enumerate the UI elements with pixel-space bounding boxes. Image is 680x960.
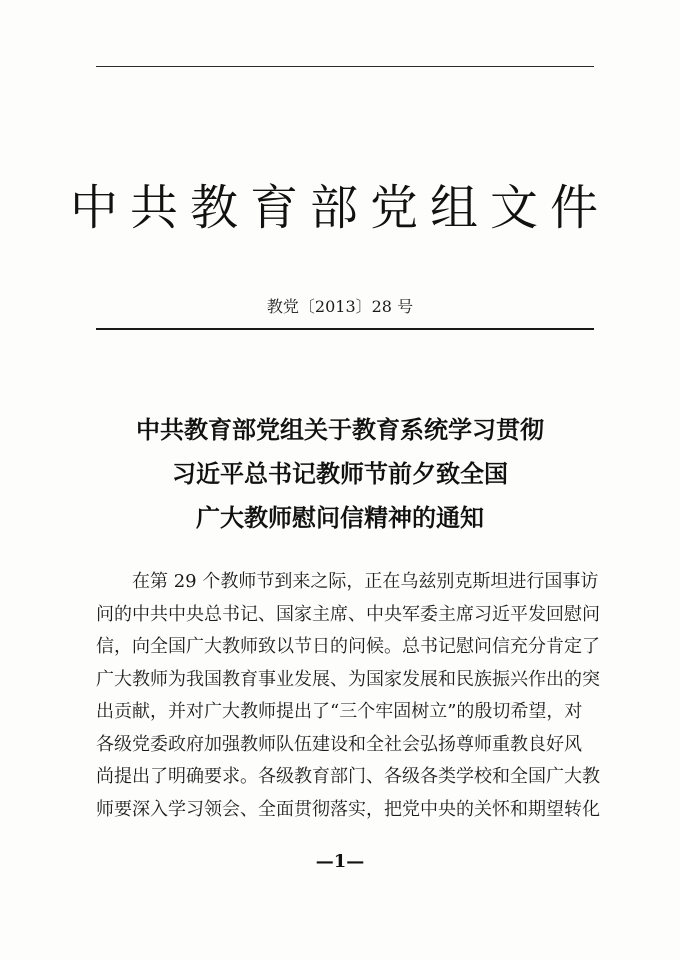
document-number: 教党〔2013〕28 号 [266,297,414,316]
notice-title-line: 广大教师慰问信精神的通知 [196,504,484,532]
body-line: 信，向全国广大教师致以节日的问候。总书记慰问信充分肯定了 [96,636,600,657]
body-line: 师要深入学习领会、全面贯彻落实，把党中央的关怀和期望转化 [96,798,600,820]
top-rule [96,66,594,67]
body-line: 广大教师为我国教育事业发展、为国家发展和民族振兴作出的突 [96,668,600,690]
notice-title-line: 中共教育部党组关于教育系统学习贯彻 [136,416,544,444]
body-line: 出贡献，并对广大教师提出了“三个牢固树立”的殷切希望，对 [96,701,583,722]
notice-title [0,408,680,540]
body-line: 各级党委政府加强教师队伍建设和全社会弘扬尊师重教良好风 [96,733,582,755]
issuer-title: 中共教育部党组文件 [69,180,610,236]
body-line: 问的中共中央总书记、国家主席、中央军委主席习近平发回慰问 [96,603,600,625]
notice-title-line: 习近平总书记教师节前夕致全国 [172,460,508,488]
page-number: —1— [315,851,365,872]
body-line: 尚提出了明确要求。各级教育部门、各级各类学校和全国广大教 [96,766,600,787]
body-line: 在第 29 个教师节到来之际，正在乌兹别克斯坦进行国事访 [132,571,599,592]
body-paragraph [96,566,600,826]
header-separator-rule [96,328,594,330]
